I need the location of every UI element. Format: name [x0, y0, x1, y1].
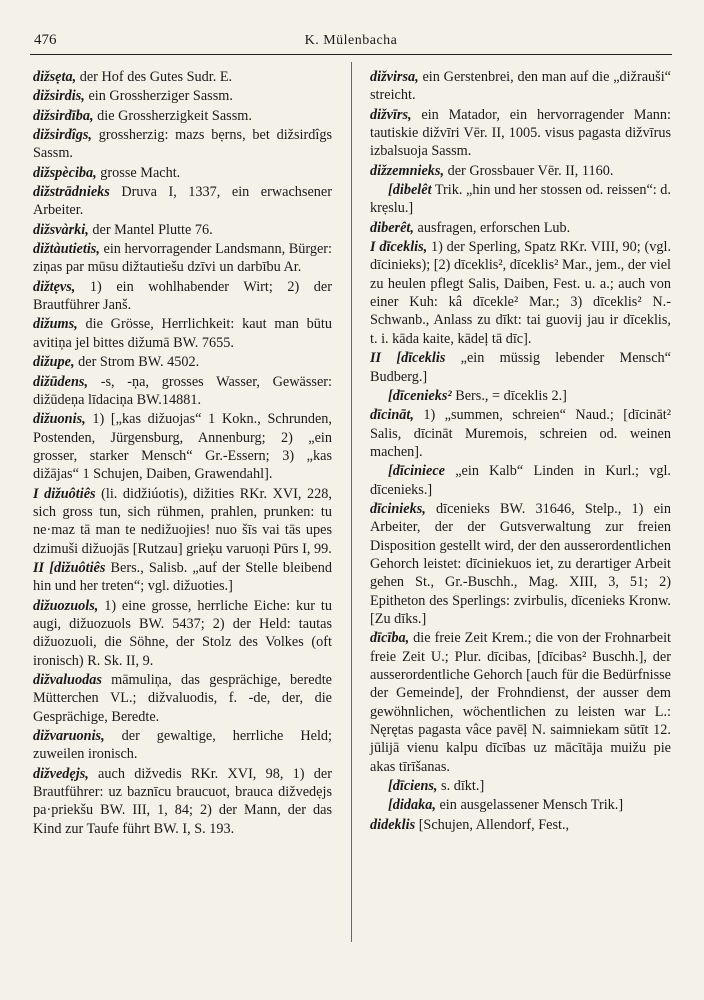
entry-definition: 1) ein wohlhabender Wirt; 2) der Brautführer Janš.	[33, 278, 332, 314]
entry-headword: dižsvàrki,	[33, 221, 89, 238]
dictionary-entry	[33, 373, 332, 410]
dictionary-entry	[370, 349, 671, 386]
entry-definition: „ein müssig lebender Mensch“ Budberg.]	[370, 350, 671, 385]
entry-definition: auch dižvedis RKr. XVI, 98, 1) der Brautführer: uz baznīcu braucuot, brauca dižvedẹjs pa·priekšu BW. III, 1, 84; 2) der Mann, der das Kind zur Taufe führt BW. I, S. 193.	[33, 765, 332, 837]
dictionary-entry	[370, 238, 671, 348]
dictionary-entry	[370, 68, 671, 105]
entry-definition: die freie Zeit Krem.; die von der Frohnarbeit freie Zeit U.; Plur. dīcibas, [dīcibas² Buschh.], der ausserordentliche Gehorch [auch für die Bedürfnisse der Gemeinde], der Frohndienst, der ausser dem gewöhnlichen, wöchentlichen zu leisten war L.: Nęrętas pagasta vâce pavēļ N. saimniekam sūtīt 12. jūlijā vienu kalpu dīcības uz mācītāja muižu pie akas tīrīšanas.	[370, 630, 671, 775]
entry-headword: [didaka,	[388, 797, 436, 814]
entry-headword: dižsirdîgs,	[33, 127, 92, 144]
entry-headword: dižtàutietis,	[33, 241, 100, 258]
entry-definition: 1) eine grosse, herrliche Eiche: kur tu augi, dižuozuols BW. 5437; 2) der Held: tautas dižuozuoli, die Söhne, der Stolz des Volkes (oft ironisch) R. Sk. II, 9.	[33, 597, 332, 669]
entry-definition: 1) „summen, schreien“ Naud.; [dīcināt² Salis, dīcināt Muremois, schreien od. weinen machen].	[370, 407, 671, 460]
entry-definition: māmuliņa, das gesprächige, beredte Mütterchen VL.; dižvaluodis, f. -de, der, die Gesprächige, Beredte.	[33, 672, 332, 725]
entry-headword: II [dīceklis	[370, 350, 446, 367]
dictionary-entry	[33, 126, 332, 163]
entry-headword: dižzemnieks,	[370, 162, 445, 179]
entry-headword: dižupe,	[33, 354, 75, 371]
dictionary-entry	[370, 406, 671, 461]
entry-headword: dižūdens,	[33, 373, 89, 390]
entry-headword: [dīciniece	[388, 463, 445, 480]
entry-definition: ein Matador, ein hervorragender Mann: tautiskie dižvīri Vēr. II, 1005. visus pagasta dižvīrus izbalsuoja Sassm.	[370, 106, 671, 160]
entry-headword: dižums,	[33, 316, 78, 333]
entry-definition: (li. didžiúotis), dižities RKr. XVI, 228, sich gross tun, sich rühmen, prahlen, prunken: tu ne·maz tā man te nedižuojies! nuo šīs vai tās upes dzimuši dižuojās [Rutzau] grieķu varuoņi Pūrs I, 99.	[33, 485, 332, 557]
entry-headword: dideklis	[370, 816, 416, 833]
dictionary-entry	[33, 353, 332, 371]
entry-definition: die Grösse, Herrlichkeit: kaut man būtu avitiņa jel bittes dižumā BW. 7655.	[33, 316, 332, 351]
dictionary-entry	[370, 162, 671, 180]
dictionary-entry	[33, 221, 332, 239]
entry-definition: 1) der Sperling, Spatz RKr. VIII, 90; (vgl. dīcinieks); [2) dīceklis², dīceklis² Mar., jem., der viel zu heulen pflegt Salis, Daiben, Fest. u. a.; auch von einer Kuh: kâ dīcekle² Mar.; 3) dīceklis² N.-Schwanb., Anlass zu dīkt: tai guovij jau ir dīceklis, t. i. kāda kaite, kādeļ tā dīc].	[370, 239, 672, 347]
entry-definition: s. dīkt.]	[437, 778, 485, 795]
entry-headword: dižvedẹjs,	[33, 765, 89, 782]
entry-headword: dižuozuols,	[33, 597, 99, 614]
entry-headword: dīcinieks,	[370, 500, 426, 517]
dictionary-entry	[370, 462, 671, 499]
entry-headword: dižvirsa,	[370, 69, 419, 85]
entry-headword: dižtẹvs,	[33, 278, 76, 295]
entry-headword: I dižuôtiês	[33, 485, 96, 502]
entry-headword: [dīcenieks²	[388, 387, 452, 404]
entry-definition: die Grossherzigkeit Sassm.	[93, 107, 252, 124]
entry-definition: dīcenieks BW. 31646, Stelp., 1) ein Arbeiter, der der Gutsverwaltung zur freien Disposition gestellt wird, der den ausserordentlichen Gehorch leistet: dīciniekuos iet, zu derartiger Arbeit gehen St., Gr.-Buschh., Mag. XIII, 3, 51; 2) Epitheton des Sperlings: zvirbulis, dīcenieks Kronw. [Zu dīks.]	[370, 500, 671, 627]
dictionary-entry	[33, 727, 332, 764]
entry-headword: dīcība,	[370, 630, 410, 647]
entry-headword: dīcināt,	[370, 407, 414, 424]
dictionary-entry	[370, 387, 671, 405]
entry-definition: Trik. „hin und her stossen od. reissen“: d. krẹslu.]	[370, 182, 671, 217]
entry-definition: grossherzig: mazs bẹrns, bet dižsirdîgs Sassm.	[33, 127, 332, 162]
entry-headword: dižuonis,	[33, 411, 86, 428]
entry-definition: ein Gerstenbrei, den man auf die „dižrauši“ streicht.	[370, 69, 671, 104]
entry-definition: 1) [„kas dižuojas“ 1 Kokn., Schrunden, Postenden, Jürgensburg, Annenburg; 2) „ein grosser, starker Mensch“ Gr.-Essern; 3) „kas dižājas“ 1 Schujen, Daiben, Grawendahl].	[33, 411, 332, 483]
dictionary-entry	[370, 106, 671, 161]
entry-definition: ein hervorragender Landsmann, Bürger: ziņas par mūsu dižtautiešu dzīvi un darbību Ar.	[33, 241, 332, 276]
dictionary-entry	[370, 500, 671, 628]
entry-definition: ein ausgelassener Mensch Trik.]	[435, 797, 624, 814]
dictionary-entry	[33, 164, 332, 182]
dictionary-entry	[370, 796, 671, 814]
entry-definition: ausfragen, erforschen Lub.	[413, 219, 571, 236]
dictionary-entry	[33, 559, 332, 596]
page-header	[30, 30, 672, 55]
column-divider	[351, 62, 352, 942]
entry-definition: ein Grossherziger Sassm.	[84, 88, 233, 105]
left-column	[33, 68, 332, 839]
entry-headword: [dīciens,	[388, 778, 438, 795]
entry-definition: der gewaltige, herrliche Held; zuweilen ironisch.	[33, 728, 332, 763]
dictionary-entry	[370, 816, 671, 834]
dictionary-entry	[33, 597, 332, 670]
dictionary-entry	[33, 410, 332, 483]
dictionary-entry	[370, 219, 671, 237]
entry-headword: dižvaruonis,	[33, 728, 105, 745]
entry-definition: der Hof des Gutes Sudr. E.	[76, 69, 233, 85]
dictionary-entry	[33, 183, 332, 220]
entry-headword: dižsirdība,	[33, 107, 94, 124]
dictionary-entry	[33, 671, 332, 726]
right-column	[370, 68, 671, 835]
entry-definition: der Strom BW. 4502.	[74, 354, 200, 371]
entry-definition: der Mantel Plutte 76.	[88, 221, 213, 238]
dictionary-entry	[370, 629, 671, 776]
running-head: K. Mülenbacha	[304, 33, 398, 48]
entry-definition: grosse Macht.	[96, 164, 181, 181]
dictionary-entry	[33, 485, 332, 558]
dictionary-entry	[33, 240, 332, 277]
dictionary-entry	[33, 315, 332, 352]
dictionary-entry	[370, 181, 671, 218]
page-number: 476	[34, 32, 57, 48]
entry-headword: dižsirdis,	[33, 88, 85, 105]
dictionary-entry	[33, 278, 332, 315]
dictionary-entry	[33, 87, 332, 105]
dictionary-entry	[33, 765, 332, 838]
entry-definition: Bers., Salisb. „auf der Stelle bleibend hin und her treten“; vgl. dižuoties.]	[33, 559, 332, 595]
entry-headword: diberêt,	[370, 219, 414, 236]
entry-headword: [dibelêt	[388, 182, 432, 199]
entry-definition: Bers., = dīceklis 2.]	[451, 387, 567, 404]
entry-headword: dižvaluodas	[33, 672, 102, 688]
entry-headword: dižsẹta,	[33, 69, 77, 85]
entry-definition: [Schujen, Allendorf, Fest.,	[415, 816, 570, 833]
dictionary-entry	[33, 68, 332, 86]
entry-headword: dižspèciba,	[33, 164, 97, 181]
entry-headword: dižvīrs,	[370, 106, 412, 123]
entry-definition: der Grossbauer Vēr. II, 1160.	[444, 162, 614, 179]
entry-definition: „ein Kalb“ Linden in Kurl.; vgl. dīcenieks.]	[370, 463, 671, 498]
entry-headword: dižstrādnieks	[33, 184, 110, 201]
dictionary-entry	[33, 107, 332, 125]
entry-headword: I dīceklis,	[370, 239, 428, 256]
entry-definition: -s, -ņa, grosses Wasser, Gewässer: dižūdeņa līdaciņa BW.14881.	[33, 373, 332, 408]
entry-headword: II [dižuôtiês	[33, 559, 106, 576]
entry-definition: Druva I, 1337, ein erwachsener Arbeiter.	[33, 184, 332, 219]
dictionary-entry	[370, 777, 671, 795]
